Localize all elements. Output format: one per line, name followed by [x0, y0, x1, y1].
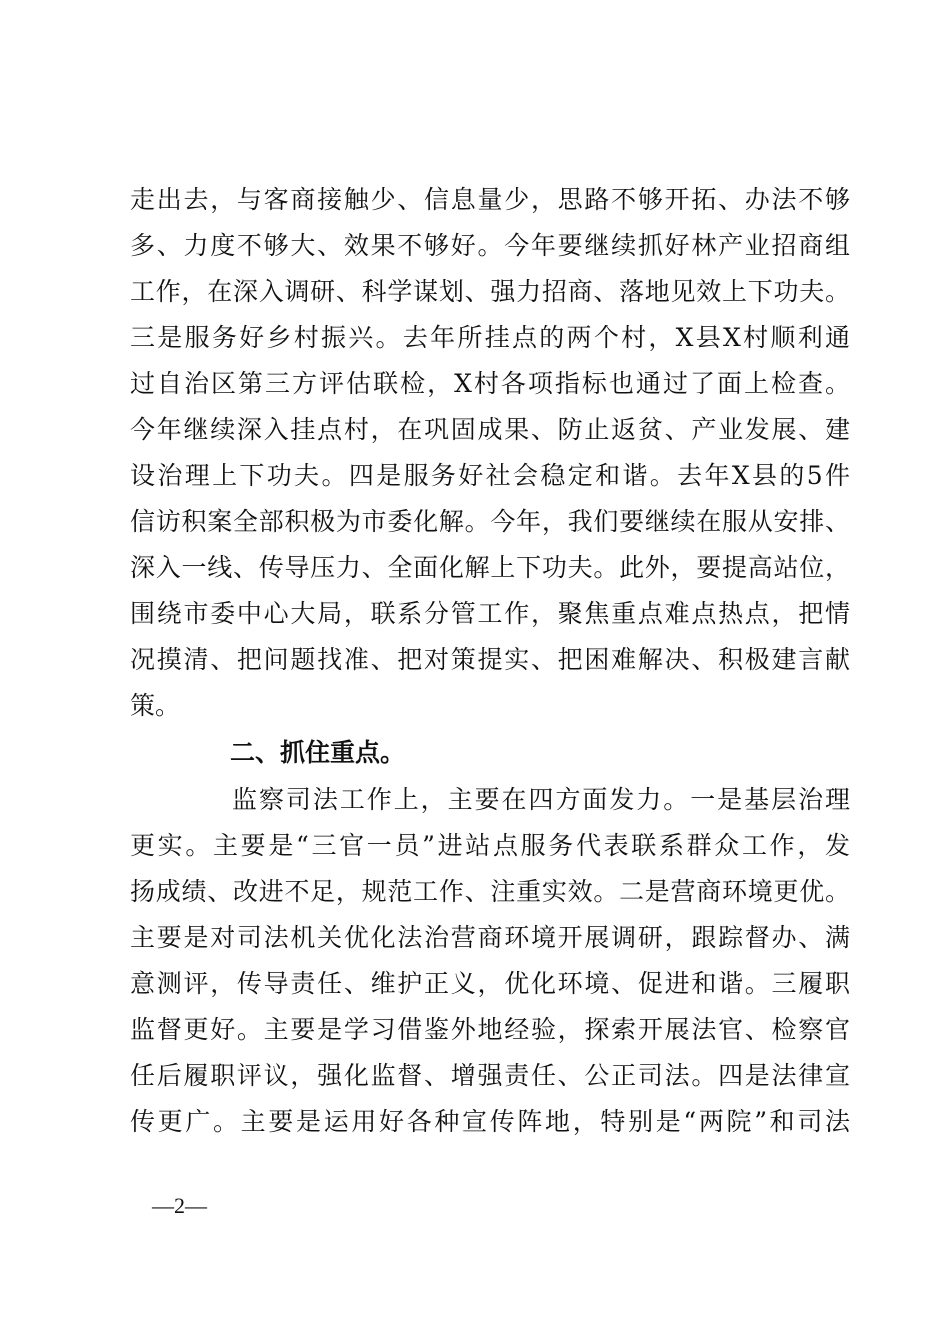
paragraph-line: 走出去，与客商接触少、信息量少，思路不够开拓、办法不够: [130, 185, 850, 214]
paragraph-line: 传更广。主要是运用好各种宣传阵地，特别是“两院”和司法: [130, 1107, 850, 1136]
paragraph-line: 监察司法工作上，主要在四方面发力。一是基层治理: [232, 785, 850, 814]
paragraph-line: 任后履职评议，强化监督、增强责任、公正司法。四是法律宣: [130, 1061, 850, 1090]
paragraph-line: 意测评，传导责任、维护正义，优化环境、促进和谐。三履职: [130, 969, 850, 998]
paragraph-line: 过自治区第三方评估联检，X村各项指标也通过了面上检查。: [130, 369, 850, 398]
paragraph-line: 监督更好。主要是学习借鉴外地经验，探索开展法官、检察官: [130, 1015, 850, 1044]
paragraph-line: 况摸清、把问题找准、把对策提实、把困难解决、积极建言献: [130, 645, 850, 674]
paragraph-line: 围绕市委中心大局，联系分管工作，聚焦重点难点热点，把情: [130, 599, 850, 628]
paragraph-line: 信访积案全部积极为市委化解。今年，我们要继续在服从安排、: [130, 507, 850, 536]
paragraph-line: 三是服务好乡村振兴。去年所挂点的两个村，X县X村顺利通: [130, 323, 850, 352]
paragraph-line: 今年继续深入挂点村，在巩固成果、防止返贫、产业发展、建: [130, 415, 850, 444]
paragraph-line: 多、力度不够大、效果不够好。今年要继续抓好林产业招商组: [130, 231, 850, 260]
paragraph-line: 更实。主要是“三官一员”进站点服务代表联系群众工作，发: [130, 831, 850, 860]
paragraph-line: 设治理上下功夫。四是服务好社会稳定和谐。去年X县的5件: [130, 461, 850, 490]
section-heading: 二、抓住重点。: [230, 738, 406, 767]
paragraph-line: 扬成绩、改进不足，规范工作、注重实效。二是营商环境更优。: [130, 877, 850, 906]
page-number: —2—: [152, 1193, 207, 1218]
paragraph-line: 深入一线、传导压力、全面化解上下功夫。此外，要提高站位，: [130, 553, 850, 582]
paragraph-line: 工作，在深入调研、科学谋划、强力招商、落地见效上下功夫。: [130, 277, 850, 306]
paragraph-line: 主要是对司法机关优化法治营商环境开展调研，跟踪督办、满: [130, 923, 850, 952]
paragraph-line: 策。: [130, 691, 181, 720]
